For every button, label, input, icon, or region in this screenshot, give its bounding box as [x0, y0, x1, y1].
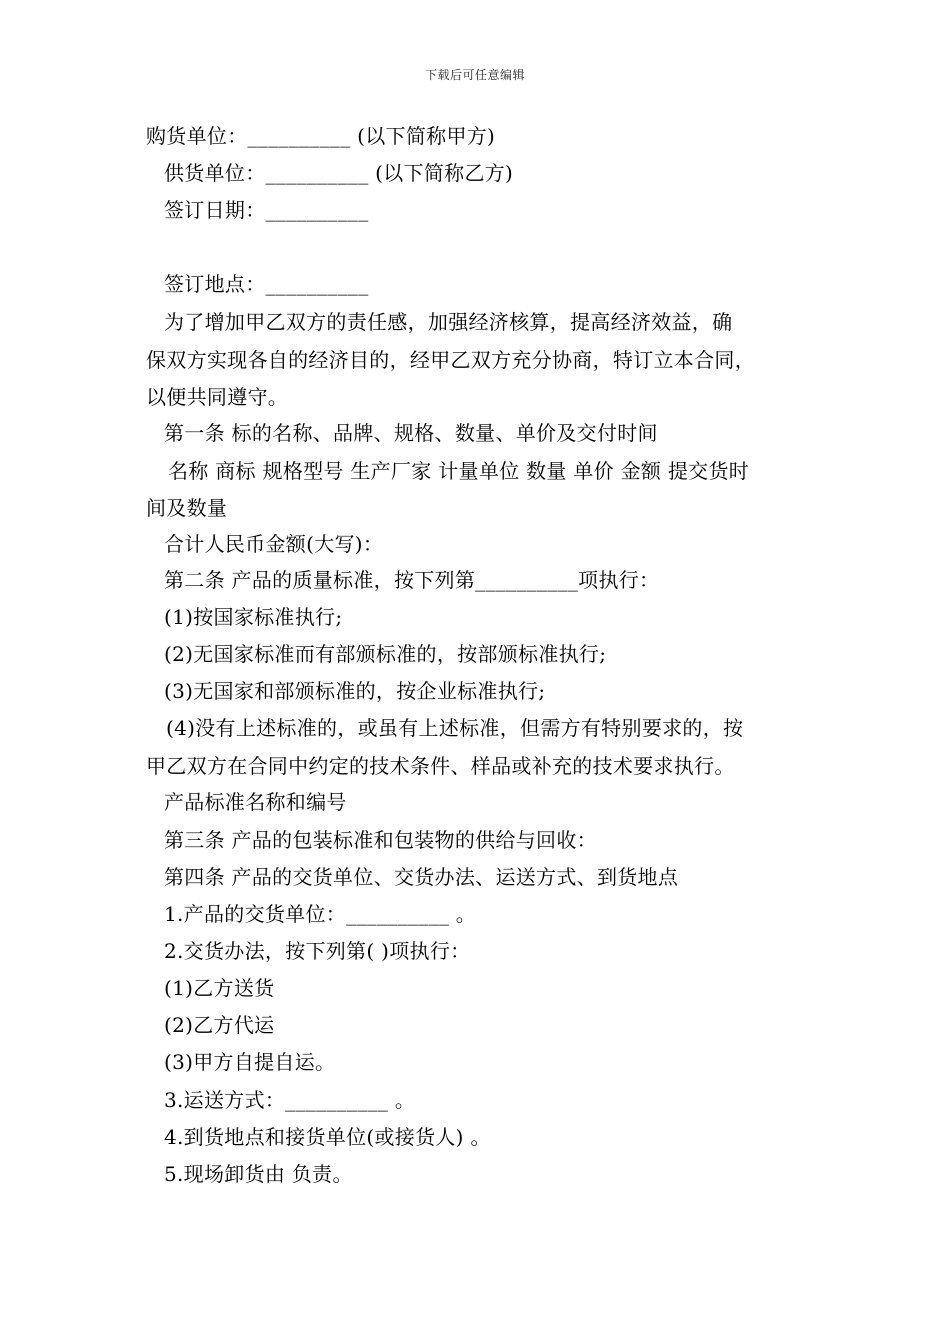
delivery-option-3: (3)甲方自提自运。 — [164, 1050, 336, 1074]
unloading-line: 5.现场卸货由 负责。 — [164, 1162, 353, 1186]
supplier-line: 供货单位：__________ (以下简称乙方) — [164, 161, 514, 185]
arrival-place-line: 4.到货地点和接货单位(或接货人) 。 — [164, 1125, 491, 1149]
total-amount-line: 合计人民币金额(大写)： — [164, 532, 384, 556]
sign-place-line: 签订地点：__________ — [164, 272, 369, 296]
delivery-option-1: (1)乙方送货 — [164, 976, 275, 1000]
quality-option-3: (3)无国家和部颁标准的，按企业标准执行; — [164, 679, 546, 703]
article-1-heading: 第一条 标的名称、品牌、规格、数量、单价及交付时间 — [164, 421, 658, 445]
delivery-method-line: 2.交货办法，按下列第( )项执行： — [164, 939, 471, 963]
delivery-option-2: (2)乙方代运 — [164, 1013, 275, 1037]
goods-columns-line-1: 名称 商标 规格型号 生产厂家 计量单位 数量 单价 金额 提交货时 — [168, 459, 750, 483]
transport-mode-line: 3.运送方式：__________ 。 — [164, 1088, 416, 1112]
preamble-line-3: 以便共同遵守。 — [146, 385, 289, 409]
delivery-unit-line: 1.产品的交货单位：__________ 。 — [164, 902, 477, 926]
quality-option-1: (1)按国家标准执行; — [164, 605, 343, 629]
goods-columns-line-2: 间及数量 — [146, 496, 228, 520]
article-3-heading: 第三条 产品的包装标准和包装物的供给与回收： — [164, 828, 597, 852]
article-2-heading: 第二条 产品的质量标准，按下列第__________项执行： — [164, 568, 660, 592]
quality-option-4-line-2: 甲乙双方在合同中约定的技术条件、样品或补充的技术要求执行。 — [146, 754, 735, 778]
product-standard-line: 产品标准名称和编号 — [164, 790, 347, 814]
preamble-line-1: 为了增加甲乙双方的责任感，加强经济核算，提高经济效益，确 — [164, 310, 733, 334]
page-header: 下载后可任意编辑 — [424, 68, 525, 82]
quality-option-2: (2)无国家标准而有部颁标准的，按部颁标准执行; — [164, 642, 607, 666]
preamble-line-2: 保双方实现各自的经济目的，经甲乙双方充分协商，特订立本合同， — [146, 348, 755, 372]
quality-option-4-line-1: (4)没有上述标准的，或虽有上述标准，但需方有特别要求的，按 — [166, 716, 744, 740]
article-4-heading: 第四条 产品的交货单位、交货办法、运送方式、到货地点 — [164, 865, 679, 889]
sign-date-line: 签订日期：__________ — [164, 198, 369, 222]
buyer-line: 购货单位：__________ (以下简称甲方) — [146, 124, 496, 148]
